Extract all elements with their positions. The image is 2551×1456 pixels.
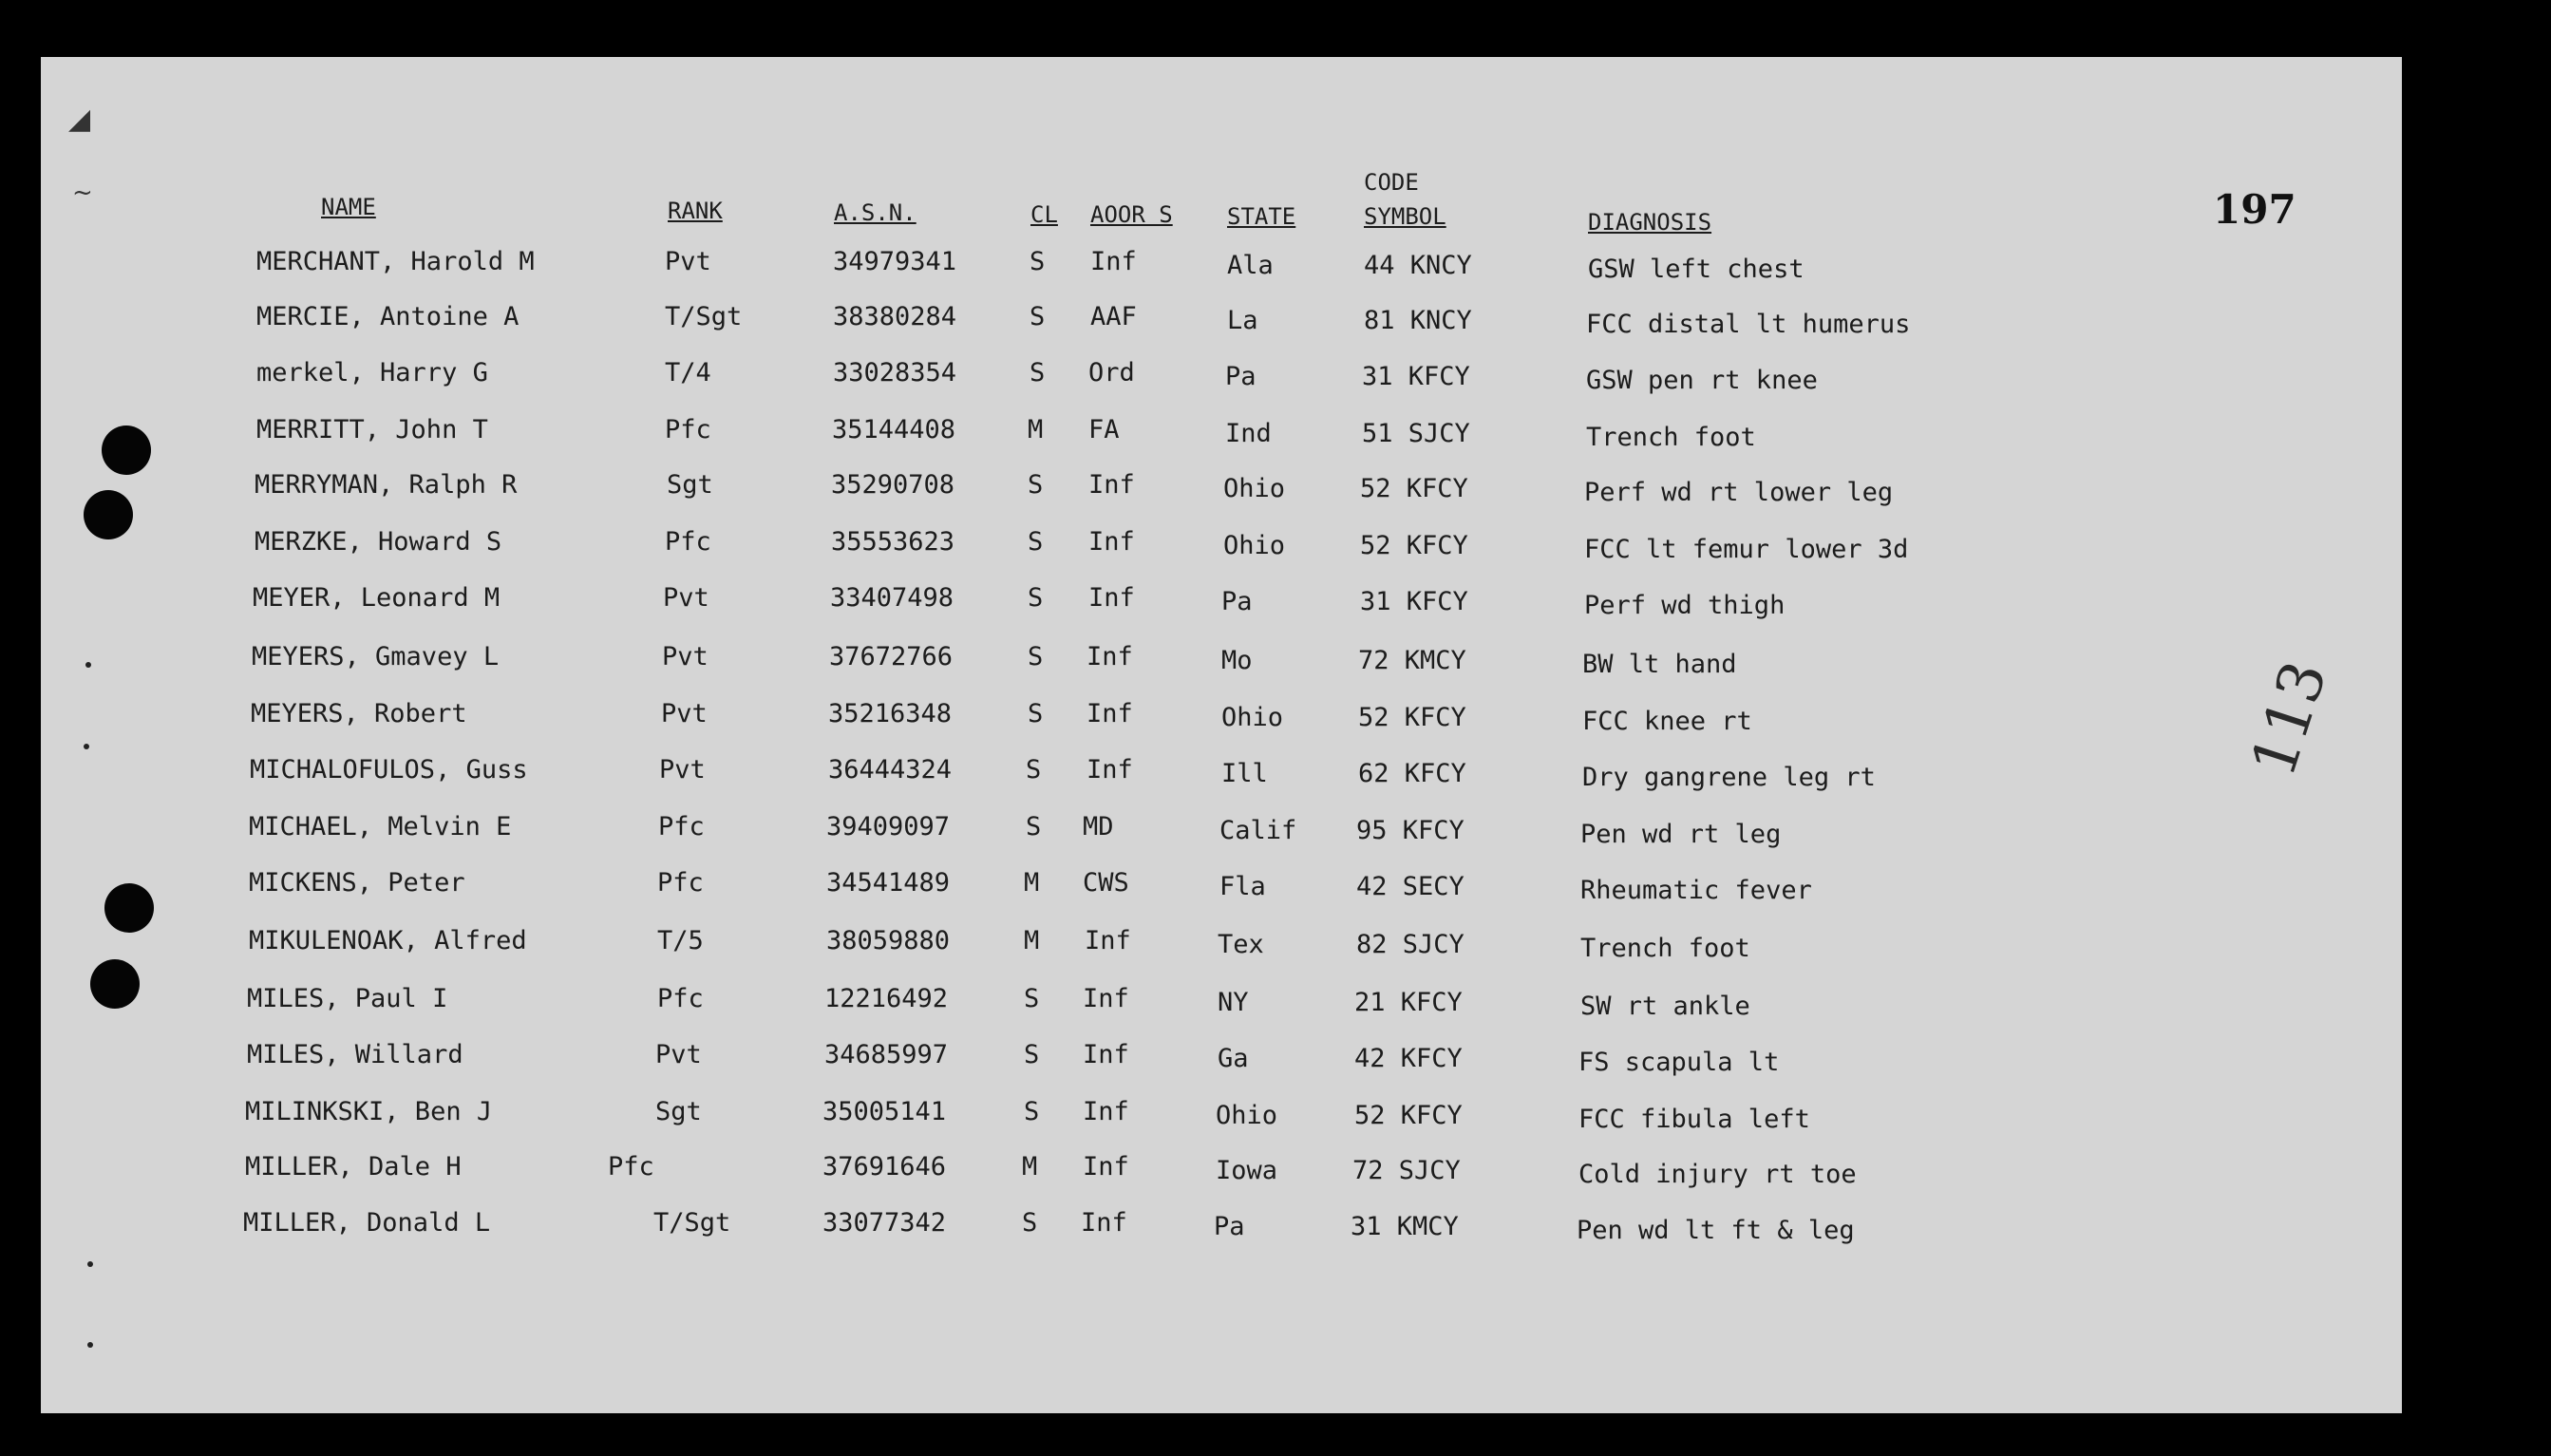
cell-arm: Inf xyxy=(1088,470,1135,500)
cell-name: MIKULENOAK, Alfred xyxy=(249,926,527,955)
cell-arm: Inf xyxy=(1083,984,1129,1013)
cell-state: Ill xyxy=(1221,759,1268,788)
cell-arm: Inf xyxy=(1083,1097,1129,1126)
cell-code: 95 KFCY xyxy=(1356,816,1464,845)
cell-asn: 35216348 xyxy=(828,699,953,728)
cell-arm: Inf xyxy=(1088,527,1135,557)
cell-state: Tex xyxy=(1218,930,1264,959)
cell-name: MERCIE, Antoine A xyxy=(256,302,520,331)
cell-state: Pa xyxy=(1221,587,1253,616)
cell-diagnosis: FS scapula lt xyxy=(1578,1048,1780,1077)
cell-name: MILES, Willard xyxy=(247,1040,463,1069)
cell-cl: S xyxy=(1028,470,1044,500)
cell-asn: 34685997 xyxy=(824,1040,949,1069)
cell-cl: S xyxy=(1030,358,1046,388)
cell-state: Iowa xyxy=(1216,1156,1278,1185)
cell-rank: Pfc xyxy=(657,984,704,1013)
cell-code: 52 KFCY xyxy=(1358,703,1466,732)
cell-asn: 39409097 xyxy=(826,812,951,841)
cell-rank: T/Sgt xyxy=(653,1208,731,1238)
punch-hole xyxy=(102,425,151,475)
cell-asn: 35290708 xyxy=(831,470,955,500)
cell-code: 81 KNCY xyxy=(1364,306,1472,335)
cell-cl: M xyxy=(1028,415,1044,444)
cell-diagnosis: Dry gangrene leg rt xyxy=(1582,763,1876,792)
cell-rank: T/4 xyxy=(665,358,711,388)
cell-rank: T/5 xyxy=(657,926,704,955)
cell-asn: 12216492 xyxy=(824,984,949,1013)
cell-cl: S xyxy=(1022,1208,1038,1238)
cell-state: La xyxy=(1227,306,1258,335)
cell-name: MICHAEL, Melvin E xyxy=(249,812,512,841)
cell-asn: 36444324 xyxy=(828,755,953,785)
header-asn: A.S.N. xyxy=(834,199,916,226)
cell-cl: S xyxy=(1028,699,1044,728)
cell-arm: Inf xyxy=(1087,642,1133,671)
cell-arm: Inf xyxy=(1085,926,1131,955)
cell-code: 82 SJCY xyxy=(1356,930,1464,959)
cell-rank: Pvt xyxy=(665,247,711,276)
cell-rank: Sgt xyxy=(667,470,713,500)
header-diagnosis: DIAGNOSIS xyxy=(1588,209,1712,236)
cell-diagnosis: Trench foot xyxy=(1580,934,1750,963)
corner-mark: ~ xyxy=(72,179,93,207)
cell-diagnosis: FCC distal lt humerus xyxy=(1586,310,1911,339)
cell-diagnosis: Perf wd rt lower leg xyxy=(1584,478,1894,507)
cell-code: 21 KFCY xyxy=(1354,988,1463,1017)
cell-rank: Pfc xyxy=(657,868,704,898)
cell-arm: Inf xyxy=(1083,1040,1129,1069)
cell-state: Ohio xyxy=(1221,703,1284,732)
cell-code: 42 SECY xyxy=(1356,872,1464,901)
cell-cl: S xyxy=(1024,984,1040,1013)
header-state: STATE xyxy=(1227,203,1296,230)
cell-diagnosis: Pen wd rt leg xyxy=(1580,820,1782,849)
cell-arm: Inf xyxy=(1087,699,1133,728)
cell-diagnosis: Cold injury rt toe xyxy=(1578,1160,1857,1189)
cell-asn: 38059880 xyxy=(826,926,951,955)
cell-asn: 33077342 xyxy=(822,1208,947,1238)
cell-code: 52 KFCY xyxy=(1360,531,1468,560)
cell-name: MEYERS, Gmavey L xyxy=(252,642,500,671)
cell-rank: T/Sgt xyxy=(665,302,743,331)
cell-code: 44 KNCY xyxy=(1364,251,1472,280)
cell-asn: 37672766 xyxy=(829,642,954,671)
cell-code: 62 KFCY xyxy=(1358,759,1466,788)
cell-diagnosis: GSW pen rt knee xyxy=(1586,366,1818,395)
cell-rank: Pvt xyxy=(662,642,709,671)
cell-code: 72 SJCY xyxy=(1352,1156,1461,1185)
cell-name: MILINKSKI, Ben J xyxy=(245,1097,493,1126)
cell-arm: FA xyxy=(1088,415,1120,444)
cell-name: MICKENS, Peter xyxy=(249,868,465,898)
cell-diagnosis: BW lt hand xyxy=(1582,650,1737,679)
cell-diagnosis: Trench foot xyxy=(1586,423,1756,452)
header-rank: RANK xyxy=(668,198,723,224)
cell-name: MILES, Paul I xyxy=(247,984,448,1013)
cell-code: 31 KFCY xyxy=(1360,587,1468,616)
cell-state: Ind xyxy=(1225,419,1272,448)
cell-cl: M xyxy=(1024,868,1040,898)
cell-asn: 35005141 xyxy=(822,1097,947,1126)
punch-hole xyxy=(84,490,133,539)
cell-name: MICHALOFULOS, Guss xyxy=(250,755,528,785)
header-cl: CL xyxy=(1030,201,1058,228)
cell-asn: 37691646 xyxy=(822,1152,947,1182)
cell-diagnosis: Pen wd lt ft & leg xyxy=(1577,1216,1855,1245)
cell-code: 51 SJCY xyxy=(1362,419,1470,448)
cell-asn: 33028354 xyxy=(833,358,957,388)
cell-rank: Sgt xyxy=(655,1097,702,1126)
cell-rank: Pfc xyxy=(608,1152,654,1182)
cell-diagnosis: FCC lt femur lower 3d xyxy=(1584,535,1909,564)
cell-rank: Pfc xyxy=(665,527,711,557)
cell-rank: Pfc xyxy=(665,415,711,444)
cell-diagnosis: FCC knee rt xyxy=(1582,707,1752,736)
cell-state: Calif xyxy=(1219,816,1297,845)
cell-cl: S xyxy=(1028,527,1044,557)
cell-name: MILLER, Dale H xyxy=(245,1152,462,1182)
cell-arm: Inf xyxy=(1088,583,1135,613)
cell-code: 31 KFCY xyxy=(1362,362,1470,391)
cell-name: MERZKE, Howard S xyxy=(255,527,502,557)
cell-asn: 33407498 xyxy=(830,583,954,613)
punch-hole xyxy=(104,883,154,933)
header-name: NAME xyxy=(321,194,376,220)
cell-state: Ga xyxy=(1218,1044,1249,1073)
cell-arm: Inf xyxy=(1083,1152,1129,1182)
cell-rank: Pvt xyxy=(659,755,706,785)
cell-arm: Inf xyxy=(1081,1208,1127,1238)
cell-state: Ohio xyxy=(1216,1101,1278,1130)
cell-cl: M xyxy=(1022,1152,1038,1182)
cell-state: Fla xyxy=(1219,872,1266,901)
cell-cl: S xyxy=(1026,755,1042,785)
cell-name: MEYER, Leonard M xyxy=(253,583,501,613)
handwritten-note: 113 xyxy=(2239,652,2342,785)
cell-rank: Pvt xyxy=(663,583,709,613)
cell-rank: Pfc xyxy=(658,812,705,841)
speck xyxy=(84,744,89,749)
cell-code: 52 KFCY xyxy=(1360,474,1468,503)
cell-name: MERRITT, John T xyxy=(256,415,488,444)
cell-diagnosis: SW rt ankle xyxy=(1580,992,1750,1021)
cell-state: Ala xyxy=(1227,251,1274,280)
cell-state: Ohio xyxy=(1223,474,1286,503)
cell-code: 72 KMCY xyxy=(1358,646,1466,675)
cell-code: 52 KFCY xyxy=(1354,1101,1463,1130)
header-aoors: AOOR S xyxy=(1090,201,1173,228)
cell-asn: 34979341 xyxy=(833,247,957,276)
cell-name: MERCHANT, Harold M xyxy=(256,247,535,276)
cell-diagnosis: Perf wd thigh xyxy=(1584,591,1786,620)
cell-state: Mo xyxy=(1221,646,1253,675)
cell-cl: S xyxy=(1026,812,1042,841)
cell-cl: S xyxy=(1024,1097,1040,1126)
cell-rank: Pvt xyxy=(655,1040,702,1069)
header-code: CODE xyxy=(1364,169,1419,196)
cell-name: MILLER, Donald L xyxy=(243,1208,491,1238)
cell-cl: S xyxy=(1030,302,1046,331)
cell-state: Pa xyxy=(1225,362,1257,391)
cell-name: MERRYMAN, Ralph R xyxy=(255,470,518,500)
cell-code: 31 KMCY xyxy=(1351,1212,1459,1241)
punch-hole xyxy=(90,959,140,1009)
cell-arm: Ord xyxy=(1088,358,1135,388)
cell-diagnosis: FCC fibula left xyxy=(1578,1105,1810,1134)
cell-rank: Pvt xyxy=(661,699,708,728)
page-number: 197 xyxy=(2213,186,2296,233)
cell-asn: 34541489 xyxy=(826,868,951,898)
cell-arm: MD xyxy=(1083,812,1114,841)
cell-cl: M xyxy=(1024,926,1040,955)
cell-state: Pa xyxy=(1214,1212,1245,1241)
cell-asn: 38380284 xyxy=(833,302,957,331)
header-symbol: SYMBOL xyxy=(1364,203,1446,230)
cell-asn: 35553623 xyxy=(831,527,955,557)
cell-state: Ohio xyxy=(1223,531,1286,560)
cell-arm: Inf xyxy=(1087,755,1133,785)
cell-diagnosis: GSW left chest xyxy=(1588,255,1805,284)
cell-arm: Inf xyxy=(1090,247,1137,276)
cell-cl: S xyxy=(1024,1040,1040,1069)
cell-code: 42 KFCY xyxy=(1354,1044,1463,1073)
speck xyxy=(87,1342,93,1348)
cell-cl: S xyxy=(1030,247,1046,276)
cell-name: merkel, Harry G xyxy=(256,358,488,388)
corner-mark: ◢ xyxy=(68,103,91,136)
cell-name: MEYERS, Robert xyxy=(251,699,467,728)
cell-diagnosis: Rheumatic fever xyxy=(1580,876,1812,905)
cell-state: NY xyxy=(1218,988,1249,1017)
speck xyxy=(87,1261,93,1267)
cell-cl: S xyxy=(1028,583,1044,613)
speck xyxy=(85,662,91,668)
cell-arm: AAF xyxy=(1090,302,1137,331)
cell-arm: CWS xyxy=(1083,868,1129,898)
cell-cl: S xyxy=(1028,642,1044,671)
cell-asn: 35144408 xyxy=(832,415,956,444)
